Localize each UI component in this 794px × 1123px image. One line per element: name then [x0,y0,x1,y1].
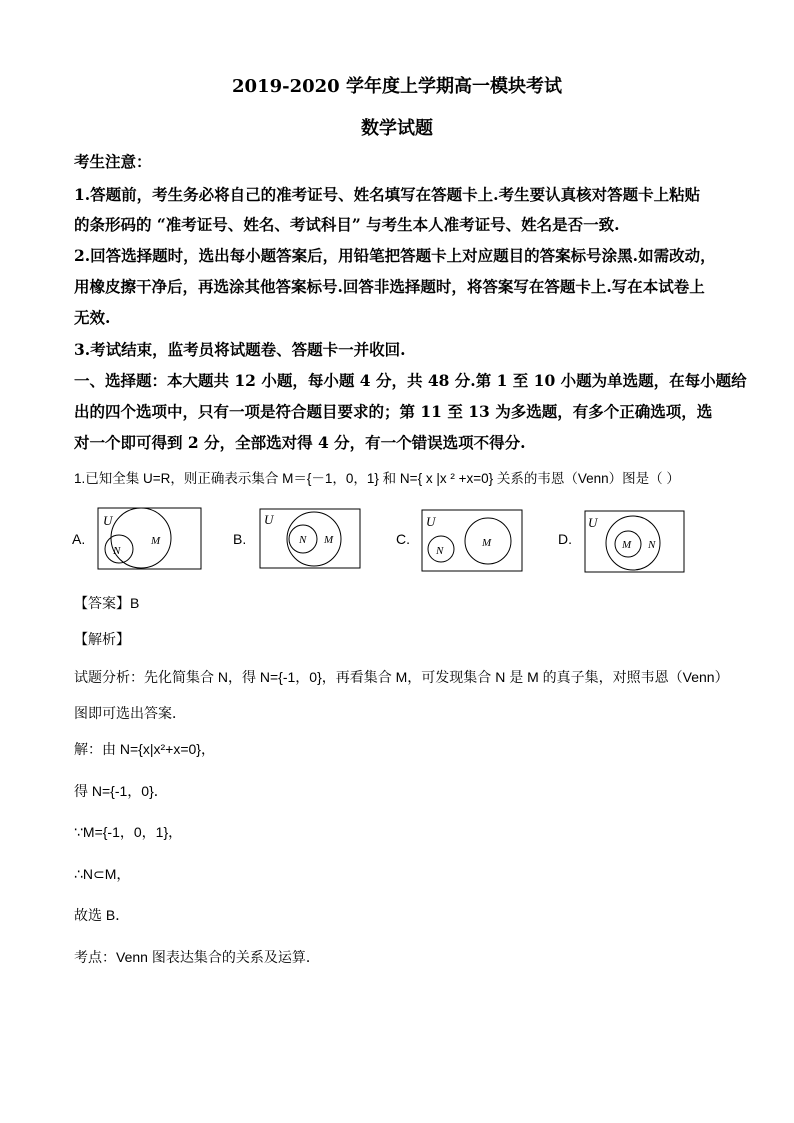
notice-line-3: 2.回答选择题时，选出每小题答案后，用铅笔把答题卡上对应题目的答案标号涂黑.如需改动， [74,246,716,265]
section-intro-line-2: 出的四个选项中，只有一项是符合题目要求的；第 11 至 13 为多选题，有多个正确选项，选 [74,402,713,421]
notice-line-6: 3.考试结束，监考员将试题卷、答题卡一并收回. [74,340,406,359]
option-b-n-label: N [299,534,307,546]
option-c-venn-diagram[interactable] [421,509,524,573]
option-c-u-label: U [426,514,436,529]
solution-line-5: ∵M={-1，0，1}， [74,824,183,840]
option-c-label: C. [396,531,410,547]
option-d-venn-diagram[interactable] [584,510,686,574]
option-d-label: D. [558,531,572,547]
solution-line-8: 考点：Venn 图表达集合的关系及运算． [74,949,320,965]
notice-line-4: 用橡皮擦干净后，再选涂其他答案标号.回答非选择题时，将答案写在答题卡上.写在本试卷上 [74,277,705,296]
notice-line-5: 无效. [74,308,111,327]
option-b-label: B. [233,531,247,547]
question-1-text: 1.已知全集 U=R，则正确表示集合 M＝{－1，0，1} 和 N={ x |x ² +x=0} 关系的韦恩（Venn）图是（ ） [74,471,680,486]
section-intro-line-1: 一、选择题：本大题共 12 小题，每小题 4 分，共 48 分.第 1 至 10 小题为单选题，在每小题给 [74,371,747,390]
option-b-venn-diagram[interactable] [259,508,363,570]
answer-value: B [130,595,140,611]
option-a-venn-diagram[interactable] [97,507,203,571]
option-a-u-label: U [103,513,113,528]
analysis-tag: 【解析】 [74,631,130,647]
option-a-m-label: M [151,535,161,547]
solution-line-7: 故选 B． [74,907,130,923]
solution-line-2: 图即可选出答案． [74,705,186,721]
solution-line-4: 得 N={-1，0}． [74,783,168,799]
solution-line-6: ∴N⊂M， [74,866,131,882]
solution-line-3: 解：由 N={x|x²+x=0}， [74,741,215,757]
option-d-u-label: U [588,515,598,530]
option-c-m-label: M [482,537,492,549]
notice-heading: 考生注意： [74,152,152,171]
option-a-n-label: N [113,545,121,557]
notice-line-1: 1.答题前，考生务必将自己的准考证号、姓名填写在答题卡上.考生要认真核对答题卡上粘贴 [74,185,701,204]
notice-line-2: 的条形码的 “准考证号、姓名、考试科目” 与考生本人准考证号、姓名是否一致. [74,215,620,234]
section-intro-line-3: 对一个即可得到 2 分，全部选对得 4 分，有一个错误选项不得分. [74,433,526,452]
answer-line [74,593,139,613]
exam-title: 2019-2020 学年度上学期高一模块考试 [232,76,562,97]
option-a-label: A. [72,531,86,547]
option-d-m-label: M [622,539,632,551]
option-b-u-label: U [264,512,274,527]
answer-tag: 【答案】 [74,595,130,611]
solution-line-1: 试题分析：先化简集合 N，得 N={-1，0}，再看集合 M，可发现集合 N 是 M 的真子集，对照韦恩（Venn） [74,669,729,685]
exam-subtitle: 数学试题 [361,118,433,139]
option-d-n-label: N [648,539,656,551]
option-c-n-label: N [436,545,444,557]
option-b-m-label: M [324,534,334,546]
